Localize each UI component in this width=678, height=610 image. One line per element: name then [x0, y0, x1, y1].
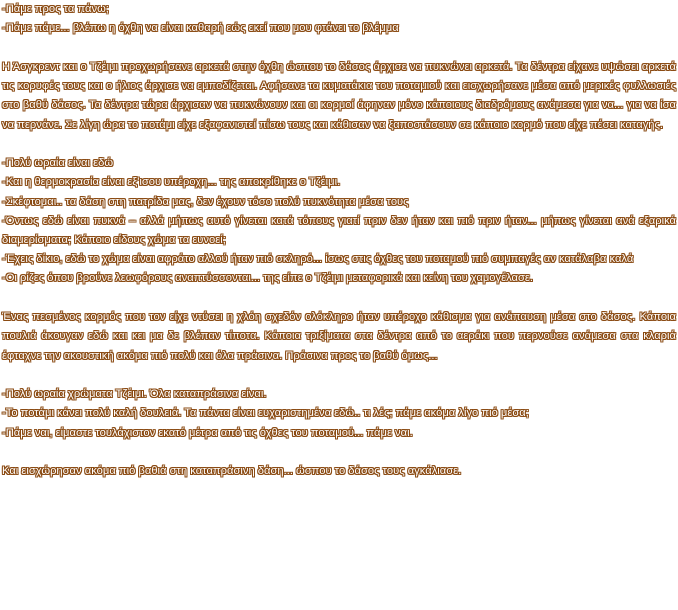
- paragraph-gap: [2, 289, 676, 309]
- narrative-paragraph: Ένας πεσμένος κορμός που τον είχε ντύσει η χλόη σχεδόν ολόκληρο ήταν υπέροχο κάθισμα για ανάπαυση μέσα στο δάσος. Κάποια πουλιά άκουγαν εδώ και κει μα δε βλέπαν τίποτα. Κάποια τριξίματα στα δέντρα από το αεράκι που περνούσε ανάμεσα στα κλαριά έφταχνε την ακουστική ακόμα πιό πολύ και όλα πράσινα. Πράσινα προς το βαθύ όμως...: [2, 311, 676, 362]
- dialogue-line: -Σκέφτομαι.. τα δάση στη πατρίδα μας, δεν έχουν τόσο πολύ πυκνότητα μέσα τους: [2, 195, 409, 208]
- dialogue-line: -Όντως εδώ είναι πυκνά – αλλά μήπως αυτό γίνεται κατά τόπους γιατί πριν δεν ήταν και πιό πριν ήταν... μήπως γίνεται ανά εξαρικά διαμερίσματα; Κάποιο είδους χώμα τα ευνοεί;: [2, 214, 676, 247]
- narrative-paragraph: Η Άσγκρεντ και ο Τζέιμι προχωρήσανε αρκετά στην όχθη ώσπου το δάσος άρχισε να πυκνώνει αρκετά. Τα δέντρα είχανε υψώσει αρκετά τις κορυφές τους και ο ήλιος άρχισε να εμποδίζεται. Αφήσανε τα κυματάκια του ποταμιού και εισχωρήσανε μέσα από μερικές φυλλωσιές στο βαθύ δάσος. Τα δέντρα τώρα άρχισαν να πυκνώνουν και οι κορμοί άφηναν μόνο κάποιους διαδρόμους ανάμεσα για να... για να ίσα να περνάνε. Σε λίγη ώρα το ποτάμι είχε εξαφανιστεί πίσω τους και κάθισαν να ξαποστάσουν σε κάποιο κορμό που είχε πέσει καταγής.: [2, 60, 676, 131]
- document-body: [2, 0, 676, 482]
- paragraph-gap: [2, 443, 676, 463]
- dialogue-line: -Πάμε ναι, είμαστε τουλάχιστον εκατό μέτρα από τις όχθες του ποταμού... πάμε ναι.: [2, 426, 413, 439]
- dialogue-line: -Έχεις δίκιο, εδώ το χώμα είναι αφράτο αλλού ήταν πιό σκληρό... ίσως στις όχθες του ποταμού πιό συμπαγές αν κατάλαβα καλά: [2, 253, 634, 266]
- dialogue-line: -Οι ρίζες όπου βρούνε λεωφόρους αναπτύσσονται... της είπε ο Τζέιμι μεταφορικά και κείνη του χαμογέλασε.: [2, 272, 534, 285]
- dialogue-line: -Πολύ ωραία είναι εδώ: [2, 157, 114, 170]
- narrative-paragraph: Και εισχώρησαν ακόμα πιό βαθιά στη καταπράσινη δάση... ώσπου το δάσος τους αγκάλιασε.: [2, 465, 462, 478]
- paragraph-gap: [2, 366, 676, 386]
- dialogue-line: -Πολύ ωραία χρώματα Τζέιμι. Όλα καταπράσινα είναι.: [2, 388, 267, 401]
- dialogue-line: -Το ποτάμι κάνει πολύ καλή δουλειά. Τα πάντα είναι ευχαριστημένα εδώ.. τι λές; πάμε ακόμα λίγο πιό μέσα;: [2, 407, 529, 420]
- paragraph-gap: [2, 38, 676, 58]
- dialogue-line: -Και η θερμοκρασία είναι εξ'ισου υπέροχη... της αποκρίθηκε ο Τζέιμι.: [2, 176, 341, 189]
- dialogue-line: -Πάμε πάμε... βλέπω η όχθη να είναι καθαρή εώς εκεί που μου φτάνει το βλέμμα: [2, 22, 399, 35]
- paragraph-gap: [2, 135, 676, 155]
- dialogue-line: -Πάμε προς τα πάνω;: [2, 3, 109, 15]
